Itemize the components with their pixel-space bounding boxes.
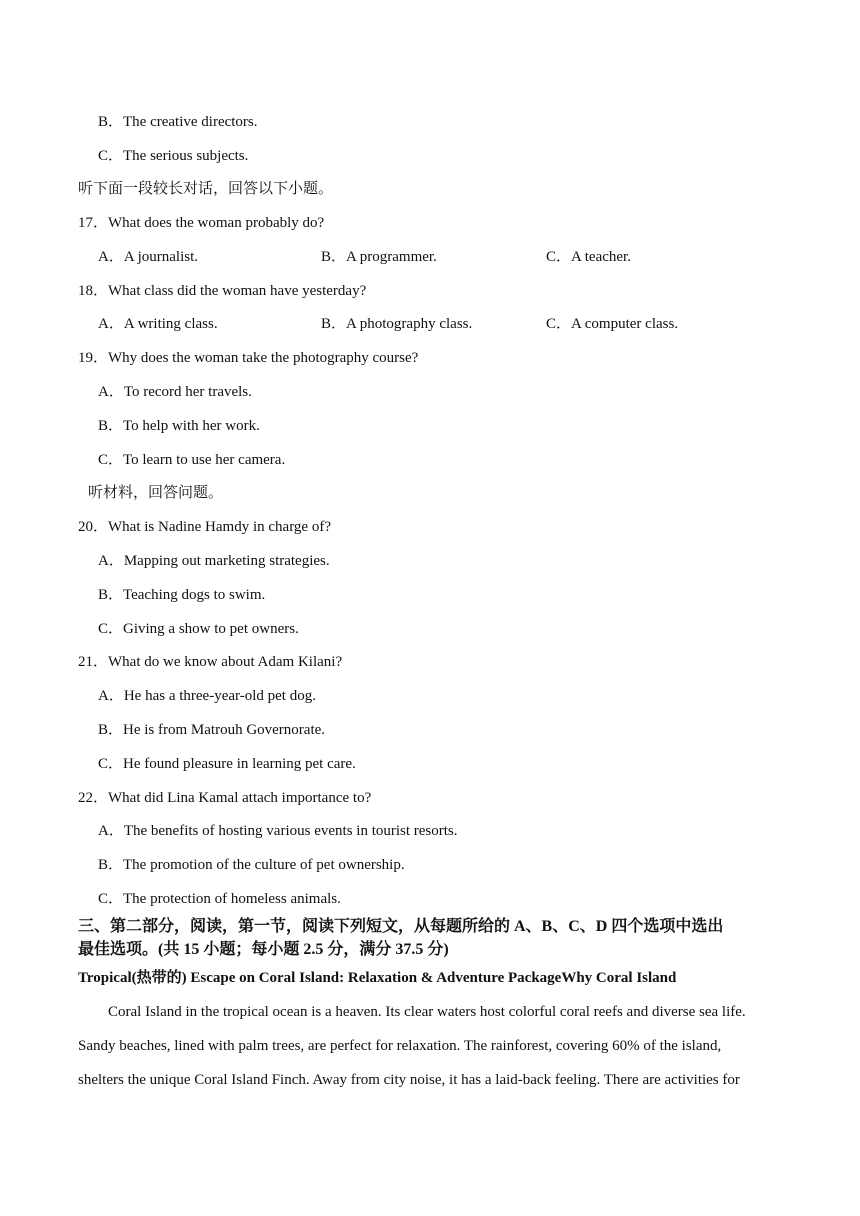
option-18c: C．A computer class. [546,316,679,332]
question-22: 22．What did Lina Kamal attach importance to? [78,790,372,806]
option-17b: B．A programmer. [321,249,437,265]
passage-title: Tropical(热带的) Escape on Coral Island: Relaxation & Adventure PackageWhy Coral Island [78,970,677,986]
option-17a: A．A journalist. [98,249,198,265]
section-heading-line2: 最佳选项。(共 15 小题；每小题 2.5 分，满分 37.5 分) [78,941,449,958]
option-21b: B．He is from Matrouh Governorate. [98,722,326,738]
passage-line-2: Sandy beaches, lined with palm trees, are perfect for relaxation. The rainforest, covering 60% of the island, [78,1038,722,1054]
option-20c: C．Giving a show to pet owners. [98,621,299,637]
option-17c: C．A teacher. [546,249,631,265]
instruction-long-dialogue: 听下面一段较长对话，回答以下小题。 [78,181,334,197]
option-19b: B．To help with her work. [98,418,260,434]
option-16b: B．The creative directors. [98,114,258,130]
option-20a: A．Mapping out marketing strategies. [98,553,330,569]
option-16c: C．The serious subjects. [98,148,249,164]
option-18b: B．A photography class. [321,316,473,332]
passage-line-3: shelters the unique Coral Island Finch. Away from city noise, it has a laid-back feeling. There are activities for [78,1072,740,1088]
question-20: 20．What is Nadine Hamdy in charge of? [78,519,331,535]
question-17: 17．What does the woman probably do? [78,215,325,231]
option-19c: C．To learn to use her camera. [98,452,286,468]
option-21a: A．He has a three-year-old pet dog. [98,688,316,704]
instruction-material: 听材料，回答问题。 [88,485,224,501]
section-heading-line1: 三、第二部分，阅读，第一节，阅读下列短文，从每题所给的 A、B、C、D 四个选项中选出 [78,918,724,935]
question-19: 19．Why does the woman take the photography course? [78,350,419,366]
option-20b: B．Teaching dogs to swim. [98,587,266,603]
option-18a: A．A writing class. [98,316,218,332]
option-19a: A．To record her travels. [98,384,252,400]
question-18: 18．What class did the woman have yesterday? [78,283,367,299]
option-22c: C．The protection of homeless animals. [98,891,341,907]
option-22a: A．The benefits of hosting various events in tourist resorts. [98,823,458,839]
question-21: 21．What do we know about Adam Kilani? [78,654,343,670]
passage-line-1: Coral Island in the tropical ocean is a heaven. Its clear waters host colorful coral reefs and diverse sea life. [108,1004,746,1020]
option-22b: B．The promotion of the culture of pet ownership. [98,857,405,873]
option-21c: C．He found pleasure in learning pet care. [98,756,356,772]
